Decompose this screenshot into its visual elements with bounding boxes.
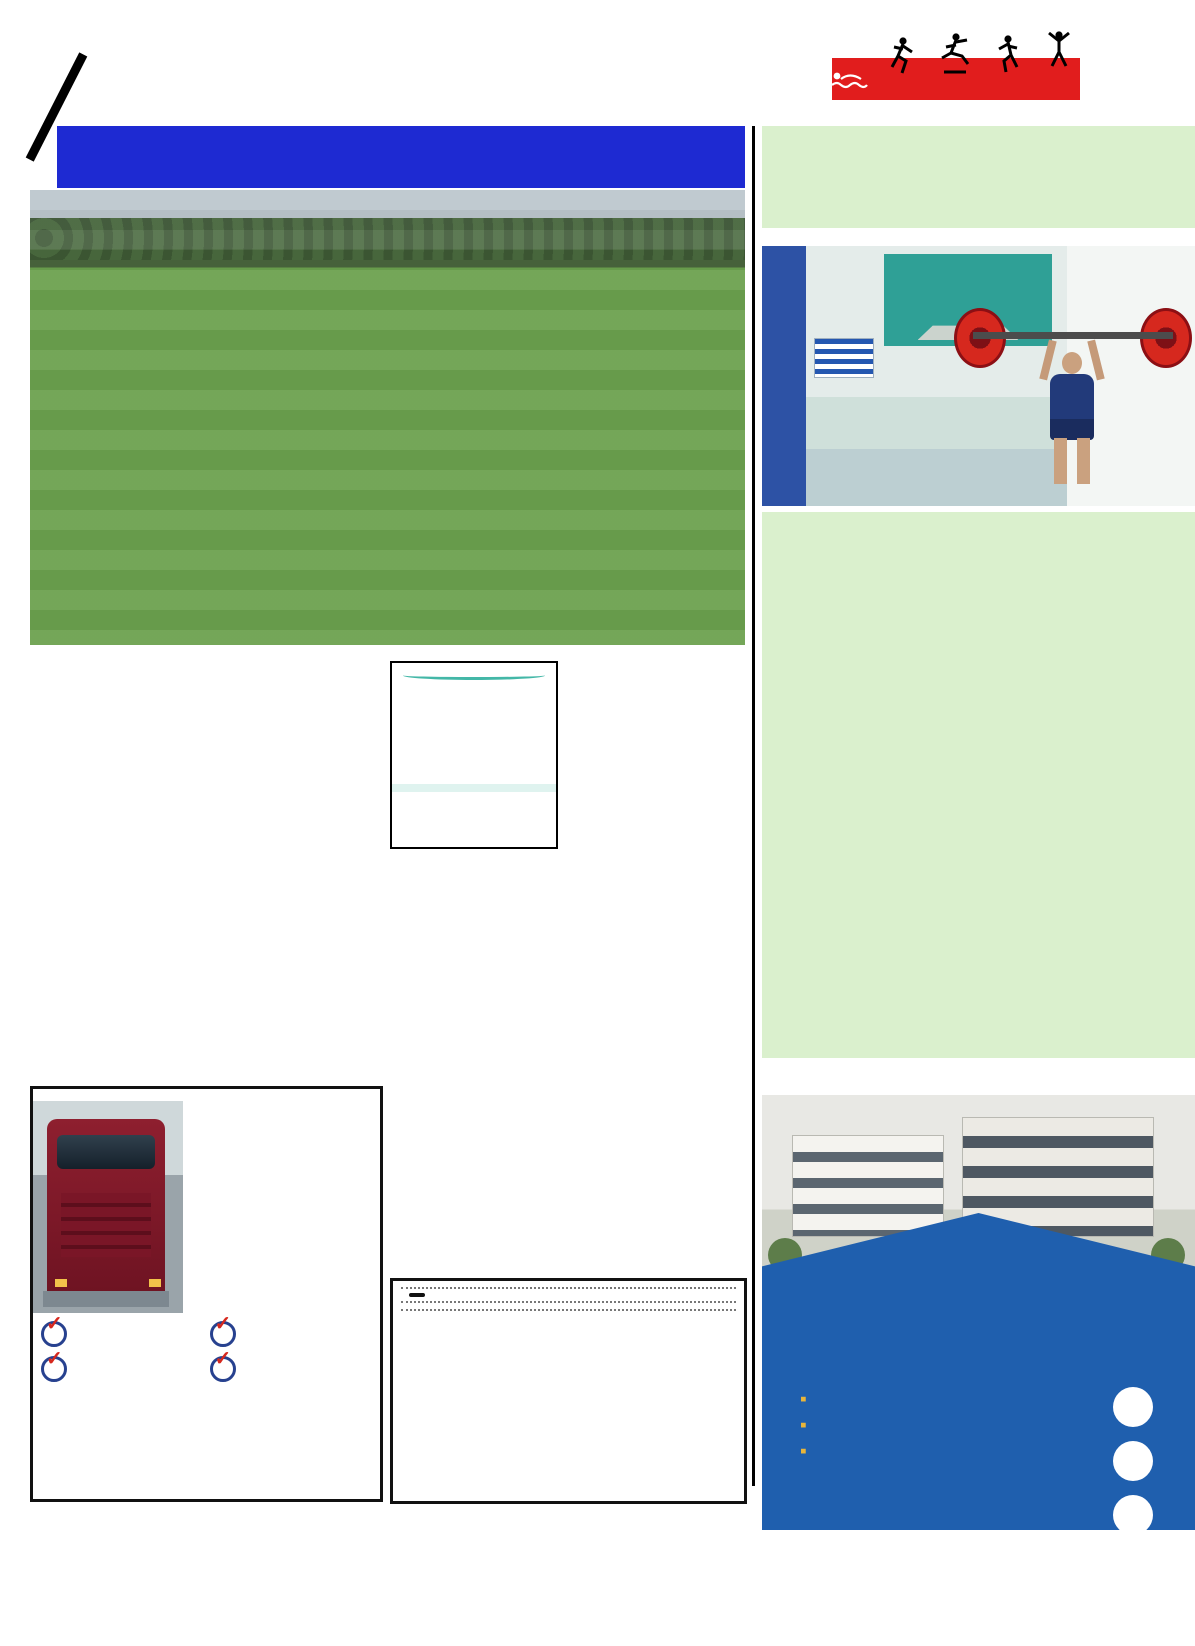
astro-header-row: [401, 1285, 736, 1289]
article-column-1: [25, 652, 382, 1050]
feature-item: [210, 1356, 373, 1382]
column-divider: [752, 126, 755, 1486]
athlete-leg: [1077, 438, 1090, 484]
athlete-leg: [1054, 438, 1067, 484]
building-block: [792, 1135, 944, 1237]
checkmark-icon: [41, 1321, 67, 1347]
astro-events-ad[interactable]: [390, 1278, 747, 1504]
truck-grille: [61, 1193, 151, 1257]
truck-bumper: [43, 1291, 169, 1307]
makrimanolakis-logo-block: [33, 1089, 380, 1101]
athlete-arm: [1087, 340, 1104, 381]
swimmer-icon: [830, 68, 870, 96]
feature-grid: [33, 1313, 380, 1386]
makrimanolakis-contact: [43, 1095, 370, 1099]
federation-banner: [762, 246, 806, 506]
feature-item: [41, 1356, 204, 1382]
greek-flag: [814, 338, 874, 378]
astro-line-2: [401, 1293, 736, 1297]
checkmark-icon: [41, 1356, 67, 1382]
feature-item: [210, 1321, 373, 1347]
value-icons-column: [1085, 1387, 1181, 1530]
palmos-gym-ad[interactable]: [390, 661, 558, 849]
checkmark-icon: [210, 1356, 236, 1382]
krevatsoulis-listing: [800, 1383, 1080, 1467]
professionalism-handshake-icon: [1113, 1441, 1153, 1481]
branch-phone-list: [183, 1101, 380, 1313]
right-headline: [762, 126, 1195, 228]
palmos-service-item: [392, 759, 556, 778]
athlete-arm: [1039, 340, 1056, 381]
astro-capacity-badge: [409, 1293, 425, 1297]
lead-kicker: [57, 126, 745, 188]
truck-headlight: [55, 1279, 67, 1287]
sprinter-icon: [996, 34, 1022, 78]
right-article-body: [762, 512, 1195, 1058]
astro-categories: [401, 1301, 736, 1311]
truck-windshield: [57, 1135, 155, 1169]
palmos-service-item: [392, 712, 556, 731]
makrimanolakis-transport-ad[interactable]: [30, 1086, 383, 1502]
listing-item: [800, 1389, 1080, 1411]
quality-building-icon: [1113, 1495, 1153, 1530]
krevatsoulis-construction-ad[interactable]: [762, 1095, 1195, 1530]
makrimanolakis-slogan: [33, 1386, 380, 1390]
palmos-wave-decoration: [403, 671, 544, 680]
makrimanolakis-middle: [33, 1101, 380, 1313]
palmos-address: [392, 784, 556, 792]
feature-item: [41, 1321, 204, 1347]
weightlifter-photo: [762, 246, 1195, 506]
runner-icon: [888, 36, 914, 80]
photo-grass-texture: [30, 190, 745, 645]
article-column-2: [390, 652, 747, 1262]
athlete-head: [1062, 352, 1082, 374]
truck-photo: [33, 1101, 183, 1313]
checkmark-icon: [210, 1321, 236, 1347]
palmos-service-item: [392, 735, 556, 754]
experience-medal-icon: [1113, 1387, 1153, 1427]
masthead-sport-icons: [824, 28, 1124, 102]
truck-headlight: [149, 1279, 161, 1287]
weightlifter-figure: [958, 304, 1188, 494]
listing-item: [800, 1441, 1080, 1463]
listing-item: [800, 1415, 1080, 1437]
jumper-icon: [1046, 30, 1072, 76]
hurdler-icon: [940, 32, 970, 78]
athlete-torso: [1050, 374, 1094, 440]
barbell-bar: [973, 332, 1173, 339]
team-photo: [30, 190, 745, 645]
palmos-service-item: [392, 688, 556, 707]
